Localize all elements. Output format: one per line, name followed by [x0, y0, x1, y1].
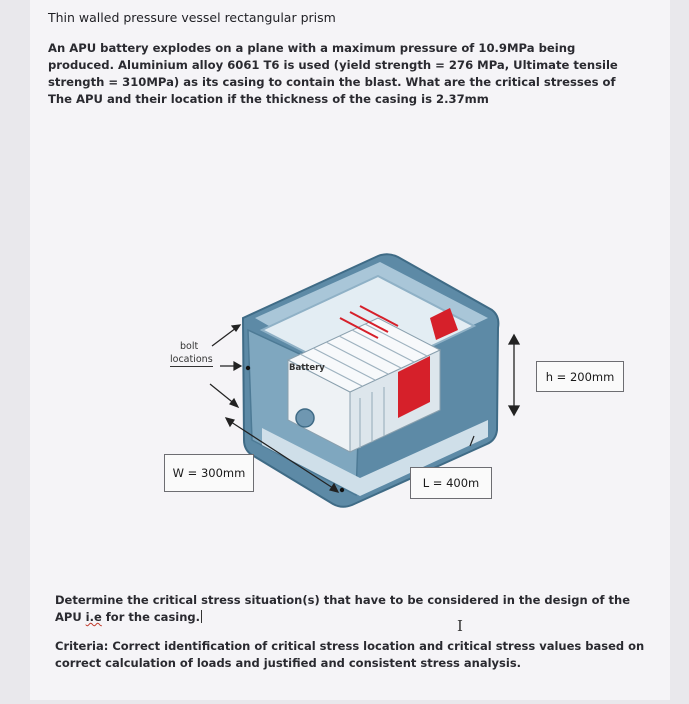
problem-statement: An APU battery explodes on a plane with a maximum pressure of 10.9MPa being produced. Aluminium alloy 6061 T6 is used (yield strength = 276 MPa, Ultimate tensile strength = 310MPa) as its casing to contain the blast. What are the critical stresses of The APU and their location if the thickness of the casing is 2.37mm — [48, 41, 618, 106]
width-label-box: W = 300mm — [164, 454, 254, 492]
determine-instruction[interactable] — [55, 592, 645, 626]
determine-text-part2: for the casing. — [101, 610, 201, 624]
bolt-label-line1: bolt — [180, 341, 199, 352]
criteria-text: Criteria: Correct identification of critical stress location and critical stress values based on correct calculation of loads and justified and consistent stress analysis. — [55, 639, 645, 670]
battery-label: Battery — [289, 363, 325, 373]
height-label-box: h = 200mm — [536, 361, 624, 392]
bolt-label-line2: locations — [170, 354, 213, 365]
bolt-arrows — [210, 325, 241, 407]
length-label-box: L = 400m — [410, 467, 492, 499]
bolt-dot-left — [246, 366, 250, 370]
text-caret — [201, 610, 202, 623]
determine-text-part1: Determine the critical stress situation(s) that have to be considered in the design of the APU — [55, 593, 631, 624]
height-dimension-arrow — [509, 335, 519, 415]
bolt-dot-bottom — [340, 488, 344, 492]
battery-connector — [296, 409, 314, 427]
document-title: Thin walled pressure vessel rectangular prism — [48, 10, 336, 25]
spellcheck-ie: i.e — [85, 610, 102, 624]
ibeam-cursor-icon: I — [457, 617, 463, 635]
